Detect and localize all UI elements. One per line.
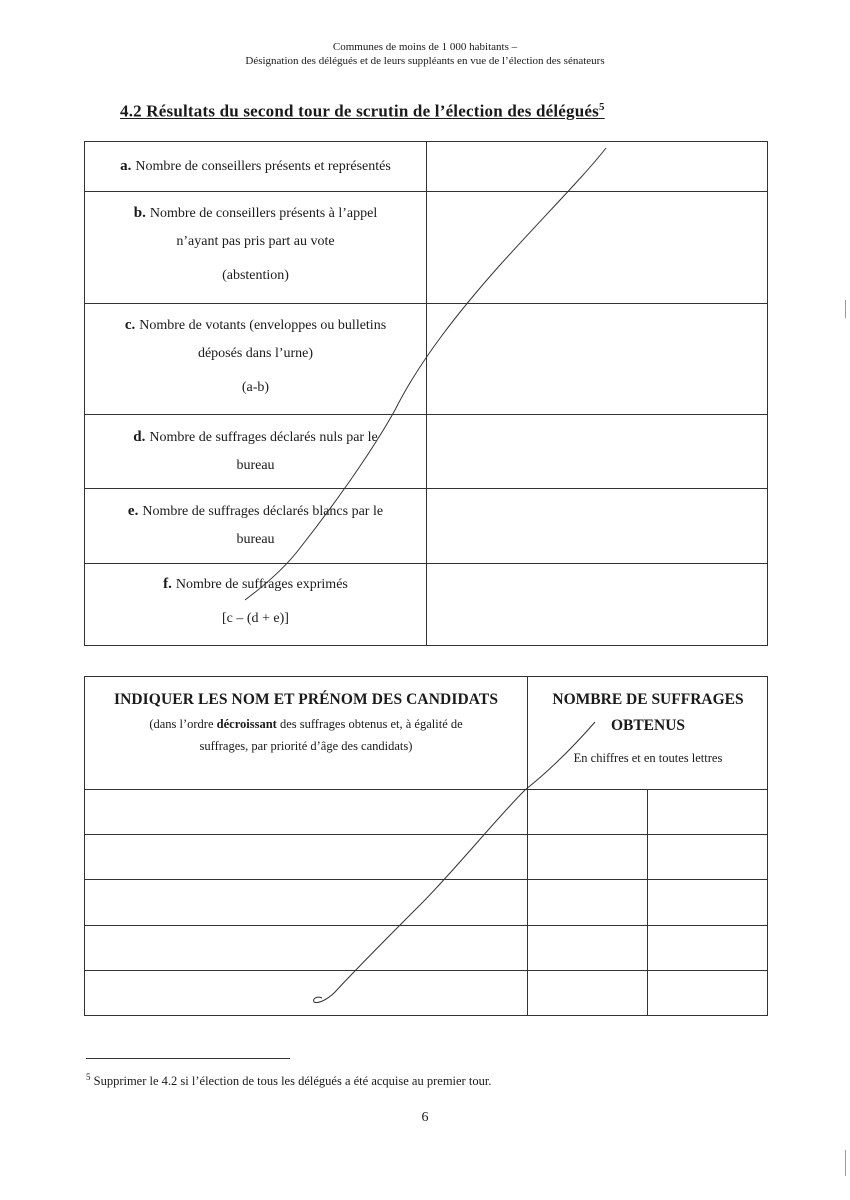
results-row-d bbox=[85, 415, 767, 489]
results-label-d bbox=[85, 423, 426, 480]
results-text-a: Nombre de conseillers présents et représentés bbox=[135, 159, 391, 174]
page-number: 6 bbox=[421, 1110, 429, 1125]
results-text-c: Nombre de votants (enveloppes ou bulletins bbox=[139, 318, 387, 333]
results-row-b bbox=[85, 192, 767, 304]
results-text-b-line3: (abstention) bbox=[222, 268, 289, 283]
results-row-c bbox=[85, 304, 767, 415]
candidate-row-4 bbox=[85, 925, 767, 926]
footnote-text: Supprimer le 4.2 si l’élection de tous les délégués a été acquise au premier tour. bbox=[93, 1074, 492, 1089]
candidates-header-title: INDIQUER LES NOM ET PRÉNOM DES CANDIDATS bbox=[113, 691, 499, 708]
votes-header-line2: OBTENUS bbox=[610, 717, 686, 734]
results-label-e bbox=[85, 497, 426, 554]
results-letter-e: e. bbox=[127, 503, 139, 519]
candidate-row-2 bbox=[85, 834, 767, 835]
results-text-d-line2: bureau bbox=[236, 458, 275, 473]
candidate-row-5 bbox=[85, 970, 767, 971]
scan-edge-mark-bottom bbox=[845, 1150, 846, 1176]
candidate-row-3 bbox=[85, 879, 767, 880]
votes-header bbox=[527, 687, 769, 766]
votes-column-divider bbox=[647, 789, 648, 1015]
results-text-b: Nombre de conseillers présents à l’appel bbox=[149, 206, 378, 221]
candidates-table bbox=[84, 676, 768, 1016]
votes-subheader: En chiffres et en toutes lettres bbox=[573, 751, 723, 765]
results-letter-b: b. bbox=[133, 205, 146, 221]
results-row-a bbox=[85, 142, 767, 192]
results-text-c-line2: déposés dans l’urne) bbox=[197, 346, 314, 361]
candidates-header bbox=[85, 691, 527, 757]
header-line-1: Communes de moins de 1 000 habitants – bbox=[332, 41, 518, 53]
results-text-d: Nombre de suffrages déclarés nuls par le bbox=[149, 430, 378, 445]
results-table bbox=[84, 141, 768, 646]
results-text-c-line3: (a-b) bbox=[241, 380, 270, 395]
results-text-b-line2: n’ayant pas pris part au vote bbox=[176, 234, 335, 249]
candidates-note-line2: suffrages, par priorité d’âge des candidats) bbox=[199, 739, 413, 753]
footnote-reference: 5 bbox=[598, 101, 605, 113]
results-label-c bbox=[85, 311, 426, 402]
results-text-f-line2: [c – (d + e)] bbox=[222, 611, 289, 626]
footnote bbox=[86, 1072, 491, 1089]
results-label-b bbox=[85, 199, 426, 290]
footnote-separator bbox=[86, 1058, 290, 1059]
scan-edge-mark bbox=[845, 300, 846, 318]
header-line-2: Désignation des délégués et de leurs suppléants en vue de l’élection des sénateurs bbox=[245, 55, 605, 67]
document-header bbox=[0, 40, 850, 68]
results-letter-d: d. bbox=[133, 429, 146, 445]
votes-header-line1: NOMBRE DE SUFFRAGES bbox=[552, 691, 744, 708]
results-label-a bbox=[85, 152, 426, 181]
footnote-number: 5 bbox=[86, 1072, 91, 1082]
section-title-text: 4.2 Résultats du second tour de scrutin de l’élection des délégués bbox=[120, 101, 599, 121]
section-title bbox=[120, 101, 660, 122]
results-row-f bbox=[85, 564, 767, 647]
candidates-note-emphasis: décroissant bbox=[216, 717, 277, 731]
results-text-e: Nombre de suffrages déclarés blancs par le bbox=[142, 504, 384, 519]
candidates-header-note bbox=[85, 713, 527, 757]
results-text-e-line2: bureau bbox=[236, 532, 275, 547]
results-label-f bbox=[85, 570, 426, 633]
results-text-f: Nombre de suffrages exprimés bbox=[175, 577, 348, 592]
results-row-e bbox=[85, 489, 767, 564]
candidate-row-1 bbox=[85, 789, 767, 790]
results-letter-a: a. bbox=[120, 158, 132, 174]
results-letter-f: f. bbox=[163, 576, 172, 592]
results-letter-c: c. bbox=[124, 317, 136, 333]
candidates-note-end: des suffrages obtenus et, à égalité de bbox=[276, 717, 463, 731]
candidates-note-start: (dans l’ordre bbox=[149, 717, 217, 731]
